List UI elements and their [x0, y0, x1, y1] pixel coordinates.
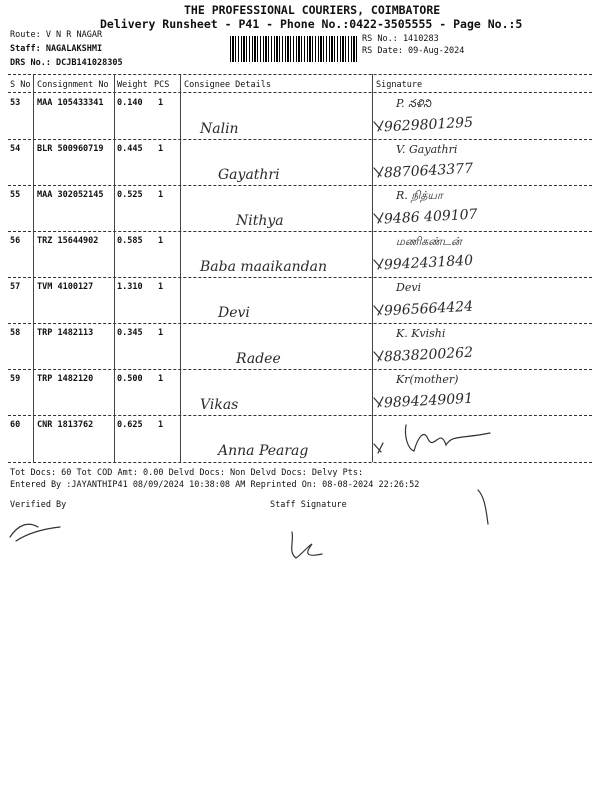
staff-label: Staff: NAGALAKSHMI: [10, 44, 103, 54]
col-weight: Weight: [117, 80, 148, 90]
row-consignment-no: MAA 302052145: [37, 190, 104, 200]
row-pcs: 1: [158, 236, 164, 246]
row-consignment-no: MAA 105433341: [37, 98, 104, 108]
row-consignee-name: Nithya: [236, 213, 284, 229]
tick-mark-icon: [372, 119, 386, 133]
row-pcs: 1: [158, 328, 164, 338]
row-consignee-name: Radee: [236, 351, 281, 367]
row-consignment-no: TRZ 15644902: [37, 236, 99, 246]
row-sno: 55: [10, 190, 21, 200]
drs-number: DRS No.: DCJB141028305: [10, 58, 123, 68]
row-consignment-no: TVM 4100127: [37, 282, 94, 292]
row-pcs: 1: [158, 374, 164, 384]
row-weight: 0.625: [117, 420, 143, 430]
row-consignment-no: TRP 1482113: [37, 328, 94, 338]
row-signature-phone: 9965664424: [383, 298, 474, 320]
row-consignment-no: BLR 500960719: [37, 144, 104, 154]
row-signature-name: Kr(mother): [396, 373, 459, 386]
col-consignee: Consignee Details: [184, 80, 271, 90]
totals-line: Tot Docs: 60 Tot COD Amt: 0.00 Delvd Docs: Non Delvd Docs: Delvy Pts:: [10, 468, 364, 478]
verifier-signature-icon: [8, 515, 68, 545]
row-signature-phone: 9629801295: [383, 114, 474, 136]
col-consignment: Consignment No: [37, 80, 109, 90]
row-signature-phone: 9486 409107: [383, 206, 478, 228]
col-signature: Signature: [376, 80, 423, 90]
row-pcs: 1: [158, 190, 164, 200]
row-sno: 57: [10, 282, 21, 292]
row-weight: 0.445: [117, 144, 143, 154]
row-weight: 1.310: [117, 282, 143, 292]
tick-mark-icon: [372, 349, 386, 363]
verified-by-label: Verified By: [10, 500, 67, 510]
row-sno: 54: [10, 144, 21, 154]
row-consignee-name: Gayathri: [218, 167, 280, 183]
row-consignment-no: CNR 1813762: [37, 420, 94, 430]
row-pcs: 1: [158, 282, 164, 292]
margin-mark-icon: [470, 488, 500, 528]
row-signature-name: K. Kvishi: [396, 327, 446, 340]
rs-date: RS Date: 09-Aug-2024: [362, 46, 465, 56]
entered-by-line: Entered By :JAYANTHIP41 08/09/2024 10:38:08 AM Reprinted On: 08-08-2024 22:26:52: [10, 480, 420, 490]
row-consignee-name: Baba maaikandan: [200, 259, 328, 275]
row-pcs: 1: [158, 420, 164, 430]
tick-mark-icon: [372, 165, 386, 179]
row-consignee-name: Nalin: [200, 121, 239, 137]
row-signature-phone: 9894249091: [383, 390, 474, 412]
tick-mark-icon: [372, 441, 386, 455]
row-sno: 56: [10, 236, 21, 246]
row-signature-name: P. నళిని: [396, 97, 432, 110]
row-sno: 59: [10, 374, 21, 384]
row-weight: 0.140: [117, 98, 143, 108]
row-consignment-no: TRP 1482120: [37, 374, 94, 384]
row-60-signature-icon: [400, 417, 500, 457]
row-pcs: 1: [158, 98, 164, 108]
row-signature-phone: 8838200262: [383, 344, 474, 366]
row-sno: 53: [10, 98, 21, 108]
row-weight: 0.345: [117, 328, 143, 338]
row-weight: 0.500: [117, 374, 143, 384]
row-pcs: 1: [158, 144, 164, 154]
barcode-icon: [230, 36, 358, 62]
row-weight: 0.585: [117, 236, 143, 246]
staff-signature-label: Staff Signature: [270, 500, 347, 510]
row-signature-name: Devi: [396, 281, 422, 294]
row-signature-phone: 8870643377: [383, 160, 474, 182]
tick-mark-icon: [372, 303, 386, 317]
row-sno: 60: [10, 420, 21, 430]
row-weight: 0.525: [117, 190, 143, 200]
row-signature-name: V. Gayathri: [396, 143, 458, 156]
col-sno: S No: [10, 80, 31, 90]
col-pcs: PCS: [154, 80, 170, 90]
staff-signature-icon: [282, 528, 342, 564]
route-label: Route: V N R NAGAR: [10, 30, 103, 40]
company-title: THE PROFESSIONAL COURIERS, COIMBATORE: [184, 3, 441, 17]
row-consignee-name: Anna Pearag: [218, 443, 309, 459]
rs-number: RS No.: 1410283: [362, 34, 439, 44]
tick-mark-icon: [372, 395, 386, 409]
row-sno: 58: [10, 328, 21, 338]
tick-mark-icon: [372, 211, 386, 225]
row-consignee-name: Vikas: [200, 397, 239, 413]
row-signature-name: R. நித்யா: [396, 189, 443, 202]
row-signature-name: மணிகண்டன்: [396, 235, 462, 248]
tick-mark-icon: [372, 257, 386, 271]
row-signature-phone: 9942431840: [383, 252, 474, 274]
runsheet-subtitle: Delivery Runsheet - P41 - Phone No.:0422-3505555 - Page No.:5: [100, 17, 523, 31]
row-consignee-name: Devi: [218, 305, 250, 321]
